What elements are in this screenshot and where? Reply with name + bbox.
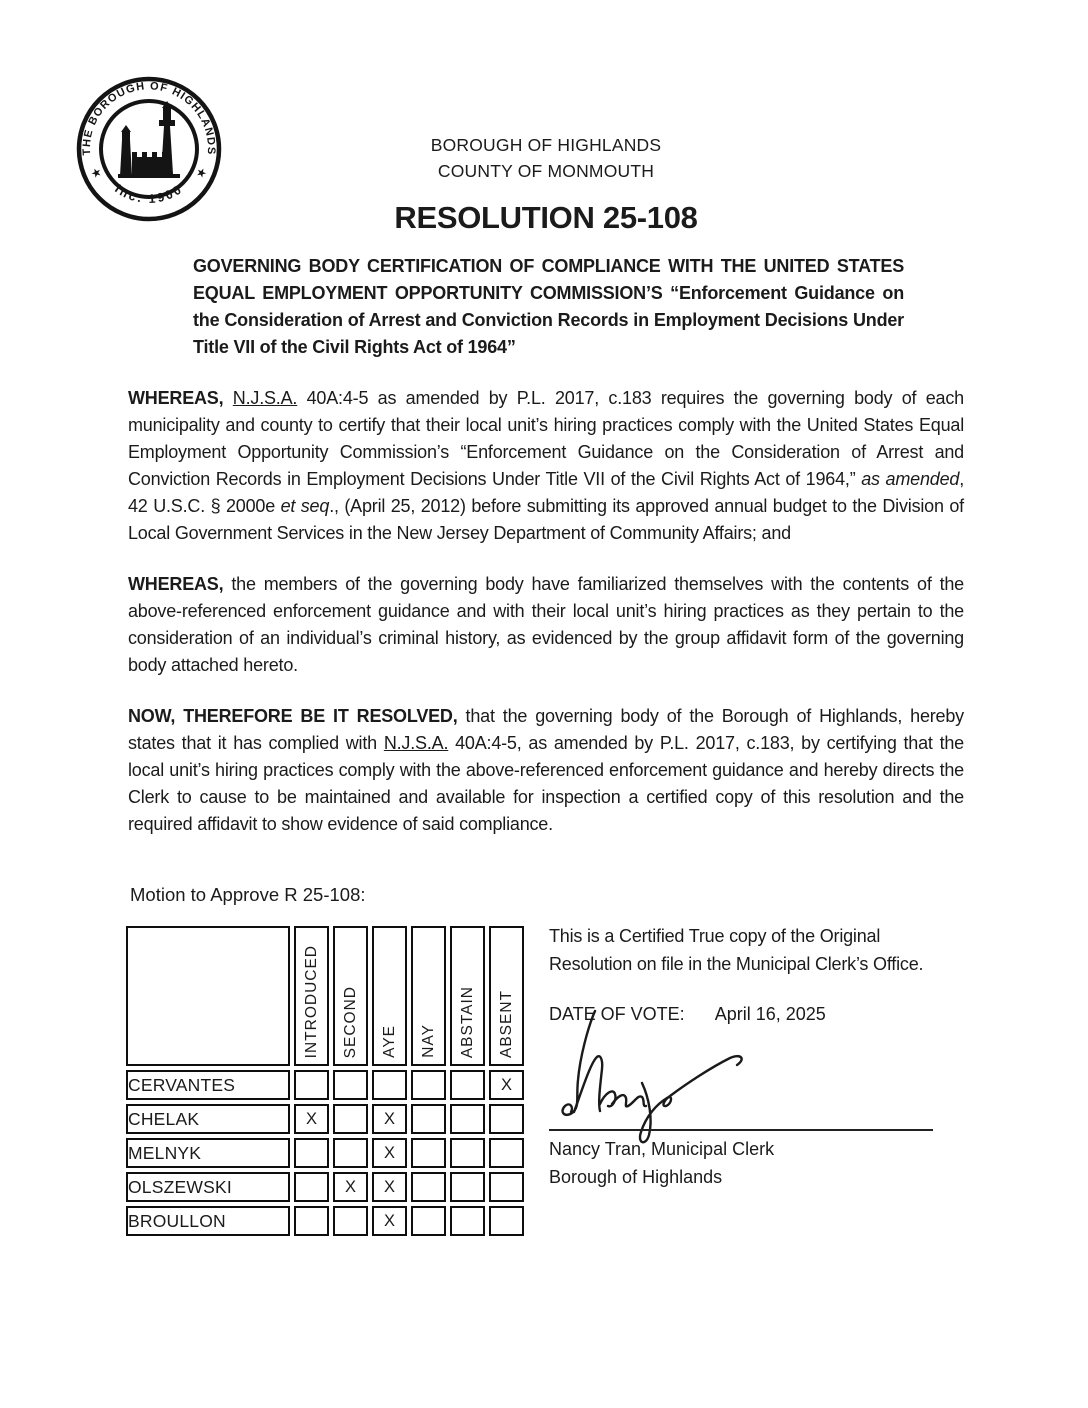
clerk-signature — [559, 1007, 774, 1157]
date-of-vote-value: April 16, 2025 — [714, 1004, 826, 1024]
seal-ring-text: THE BOROUGH OF HIGHLANDS — [80, 80, 218, 156]
vote-column-header-nay — [411, 926, 446, 1066]
text-segment: ., (April 25, 2012) before submitting its approved annual budget to the Division of Local Government Services in the New Jersey Department of Community Affairs; and — [128, 496, 964, 543]
seal-star-right-icon: ★ — [193, 164, 210, 182]
vote-mark-cell — [450, 1104, 485, 1134]
certified-copy-statement: This is a Certified True copy of the Original Resolution on file in the Municipal Clerk’s Office. — [549, 926, 924, 974]
vote-table-corner-cell — [126, 926, 290, 1066]
vote-column-header-second — [333, 926, 368, 1066]
vote-table-row — [126, 1104, 524, 1134]
vote-table-row — [126, 1138, 524, 1168]
vote-mark-cell — [489, 1172, 524, 1202]
vote-and-certification-section — [128, 922, 964, 1240]
vote-column-label: ABSENT — [497, 989, 515, 1058]
resolution-title: RESOLUTION 25-108 — [394, 200, 698, 235]
whereas-paragraph-1 — [128, 385, 964, 547]
text-segment: 40A:4-5 as amended by P.L. 2017, c.183 requires the governing body of each municipality and county to certify that their local unit’s hiring practices comply with the United States Equal Employment Opportunity Commission’s “Enforcement Guidance on the Consideration of Arrest and Conviction Records in Employment Decisions Under Title VII of the Civil Rights Act of 1964,” — [128, 388, 964, 489]
vote-mark-cell: X — [333, 1172, 368, 1202]
vote-mark-cell — [372, 1070, 407, 1100]
seal-inner-ring — [101, 101, 197, 197]
council-member-name: OLSZEWSKI — [126, 1172, 290, 1202]
vote-mark-cell: X — [489, 1070, 524, 1100]
document-header — [128, 132, 964, 184]
text-segment: that the governing body of the Borough of Highlands, hereby states that it has complied with — [128, 706, 964, 753]
vote-table-header-row — [126, 926, 524, 1066]
council-member-name: BROULLON — [126, 1206, 290, 1236]
vote-mark-cell: X — [372, 1172, 407, 1202]
clerk-organization: Borough of Highlands — [549, 1167, 723, 1187]
text-segment: et seq — [280, 496, 330, 516]
header-borough-line: BOROUGH OF HIGHLANDS — [430, 135, 662, 155]
vote-mark-cell — [450, 1172, 485, 1202]
text-segment: as amended — [861, 469, 960, 489]
resolution-subject-heading: GOVERNING BODY CERTIFICATION OF COMPLIANCE WITH THE UNITED STATES EQUAL EMPLOYMENT OPPORTUNITY COMMISSION’S “Enforcement Guidance on the Consideration of Arrest and Conviction Records in Employment Decisions Under Title VII of the Civil Rights Act of 1964” — [193, 256, 904, 357]
text-segment: N.J.S.A. — [383, 733, 449, 753]
vote-column-header-absent — [489, 926, 524, 1066]
borough-seal-logo — [74, 74, 224, 224]
vote-table-body — [126, 1070, 524, 1236]
text-segment: WHEREAS, — [128, 574, 232, 594]
vote-column-label: ABSTAIN — [458, 985, 476, 1058]
vote-table-row — [126, 1070, 524, 1100]
resolved-paragraph — [128, 703, 964, 838]
text-segment: 40A:4-5, as amended by P.L. 2017, c.183, by certifying that the local unit’s hiring practices comply with the above-referenced enforcement guidance and hereby directs the Clerk to cause to be maintained and available for inspection a certified copy of this resolution and the required affidavit to show evidence of said compliance. — [128, 733, 964, 834]
text-segment: , 42 U.S.C. § 2000e — [128, 469, 965, 516]
seal-bottom-text: Inc. 1900 — [112, 181, 186, 207]
vote-mark-cell — [411, 1138, 446, 1168]
vote-mark-cell — [411, 1172, 446, 1202]
vote-mark-cell: X — [294, 1104, 329, 1134]
vote-mark-cell: X — [372, 1138, 407, 1168]
seal-lighthouse-illustration — [118, 101, 180, 178]
council-member-name: MELNYK — [126, 1138, 290, 1168]
vote-table-row — [126, 1172, 524, 1202]
vote-mark-cell — [411, 1070, 446, 1100]
date-of-vote-label: DATE OF VOTE: — [549, 1004, 685, 1024]
text-segment: NOW, THEREFORE BE IT RESOLVED, — [128, 706, 466, 726]
signature-block — [549, 1025, 935, 1131]
vote-mark-cell — [489, 1138, 524, 1168]
vote-column-label: AYE — [380, 1025, 398, 1058]
vote-mark-cell — [294, 1138, 329, 1168]
clerk-name: Nancy Tran, Municipal Clerk — [549, 1139, 775, 1159]
vote-mark-cell — [411, 1206, 446, 1236]
vote-column-label: SECOND — [341, 985, 359, 1058]
vote-mark-cell — [489, 1104, 524, 1134]
vote-table — [122, 922, 528, 1240]
vote-mark-cell — [450, 1206, 485, 1236]
vote-mark-cell — [333, 1138, 368, 1168]
vote-mark-cell — [333, 1104, 368, 1134]
vote-mark-cell — [333, 1206, 368, 1236]
vote-column-header-aye — [372, 926, 407, 1066]
council-member-name: CHELAK — [126, 1104, 290, 1134]
vote-column-label: NAY — [419, 1024, 437, 1058]
vote-mark-cell — [294, 1070, 329, 1100]
text-segment: the members of the governing body have familiarized themselves with the contents of the above-referenced enforcement guidance and with their local unit’s hiring practices as they pertain to the consideration of an individual’s criminal history, as evidenced by the group affidavit form of the governing body attached hereto. — [128, 574, 964, 675]
signature-line — [549, 1129, 933, 1131]
vote-mark-cell: X — [372, 1206, 407, 1236]
vote-column-header-abstain — [450, 926, 485, 1066]
whereas-paragraph-2 — [128, 571, 964, 679]
vote-mark-cell — [489, 1206, 524, 1236]
text-segment: N.J.S.A. — [232, 388, 298, 408]
vote-mark-cell — [411, 1104, 446, 1134]
vote-mark-cell — [294, 1172, 329, 1202]
vote-column-label: INTRODUCED — [302, 944, 320, 1058]
vote-mark-cell — [450, 1138, 485, 1168]
text-segment: WHEREAS, — [128, 388, 233, 408]
vote-column-header-introduced — [294, 926, 329, 1066]
vote-mark-cell — [333, 1070, 368, 1100]
vote-table-row — [126, 1206, 524, 1236]
vote-mark-cell: X — [372, 1104, 407, 1134]
council-member-name: CERVANTES — [126, 1070, 290, 1100]
motion-label: Motion to Approve R 25-108: — [130, 884, 366, 905]
seal-star-left-icon: ★ — [88, 164, 105, 182]
certification-column — [549, 922, 935, 1191]
header-county-line: COUNTY OF MONMOUTH — [437, 161, 655, 181]
vote-mark-cell — [294, 1206, 329, 1236]
vote-mark-cell — [450, 1070, 485, 1100]
